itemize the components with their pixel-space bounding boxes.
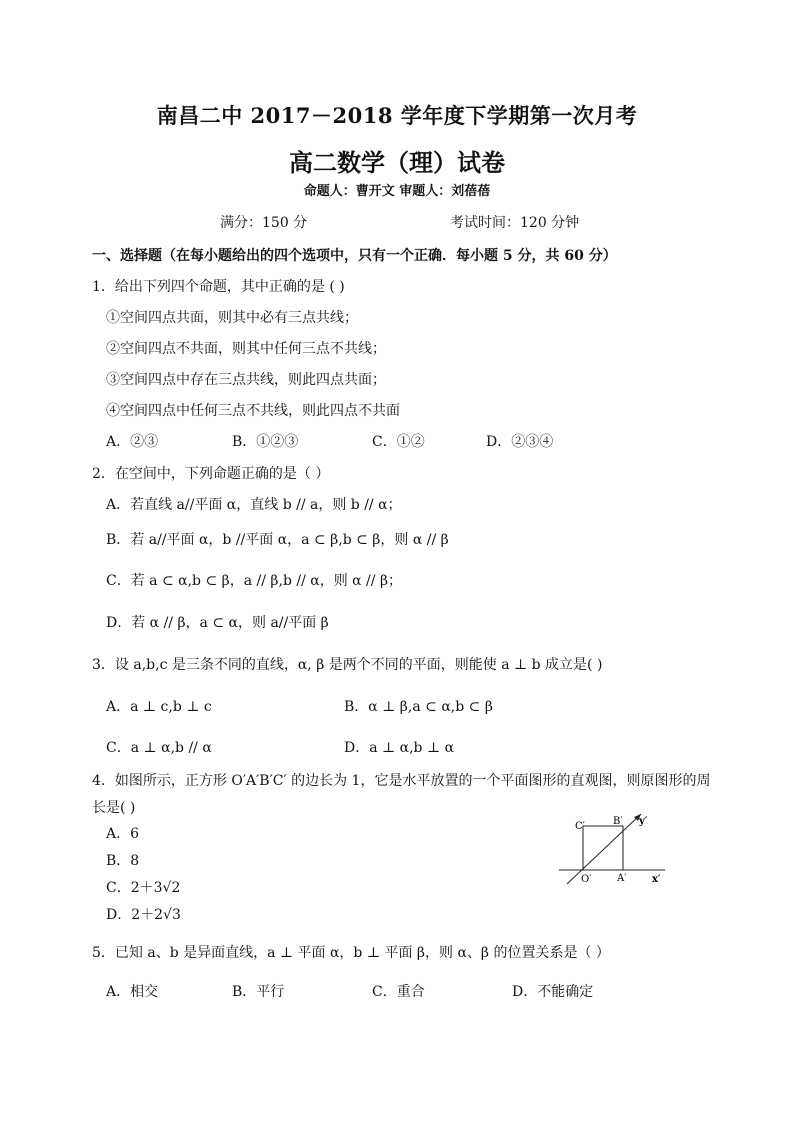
exam-title: 南昌二中 2017－2018 学年度下学期第一次月考 [156,103,638,128]
q1-statement-1: ①空间四点共面，则其中必有三点共线； [106,310,358,326]
q2-option-a: A．若直线 a//平面 α，直线 b // a，则 b // α； [106,497,402,513]
label-c-prime: C′ [575,821,585,832]
label-b-prime: B′ [613,816,623,827]
q1-option-c: C．①② [372,434,425,450]
q4-option-c: C．2＋3√2 [106,880,181,896]
q3-option-b: B．α ⊥ β,a ⊂ α,b ⊂ β [344,699,493,715]
q4-stem-line2: 长是( ) [92,800,136,816]
q4-stem-line1: 4．如图所示，正方形 O′A′B′C′ 的边长为 1，它是水平放置的一个平面图形的直观图，则原图形的周 [92,773,711,789]
exam-authors: 命题人：曹开文 审题人：刘蓓蓓 [303,184,491,199]
q5-option-c: C．重合 [372,984,425,1000]
exam-time: 考试时间：120 分钟 [450,215,580,231]
q2-option-c: C．若 a ⊂ α,b ⊂ β，a // β,b // α，则 α // β； [106,573,403,589]
label-a-prime: A′ [617,873,627,884]
full-score: 满分：150 分 [220,215,308,231]
q1-statement-4: ④空间四点中任何三点不共线，则此四点不共面 [106,403,400,419]
q3-option-c: C．a ⊥ α,b // α [106,740,212,756]
q3-option-d: D．a ⊥ α,b ⊥ α [344,740,455,756]
q4-figure [555,808,675,888]
q3-stem: 3．设 a,b,c 是三条不同的直线，α, β 是两个不同的平面，则能使 a ⊥ b 成立是( ) [92,657,603,673]
q3-option-a: A．a ⊥ c,b ⊥ c [106,699,212,715]
q4-option-d: D．2＋2√3 [106,907,181,923]
q2-stem: 2．在空间中，下列命题正确的是（ ） [92,466,330,482]
q5-stem: 5．已知 a、b 是异面直线，a ⊥ 平面 α，b ⊥ 平面 β，则 α、β 的位置关系是（ ） [92,945,610,961]
exam-subtitle: 高二数学（理）试卷 [289,148,505,177]
label-x-prime: x′ [652,874,661,885]
q5-option-a: A．相交 [106,984,159,1000]
q2-option-d: D．若 α // β，a ⊂ α，则 a//平面 β [106,615,329,631]
q1-statement-3: ③空间四点中存在三点共线，则此四点共面； [106,372,386,388]
q1-stem: 1．给出下列四个命题，其中正确的是 ( ) [92,279,345,295]
q1-option-d: D．②③④ [486,434,554,450]
q1-option-a: A．②③ [106,434,159,450]
q4-option-a: A．6 [106,826,140,842]
label-y-prime: y′ [639,816,648,827]
label-o-prime: O′ [581,874,592,885]
q5-option-d: D．不能确定 [512,984,594,1000]
q2-option-b: B．若 a//平面 α，b //平面 α，a ⊂ β,b ⊂ β，则 α // β [106,532,449,548]
q1-option-b: B．①②③ [232,434,299,450]
section-heading: 一、选择题（在每小题给出的四个选项中，只有一个正确．每小题 5 分，共 60 分） [92,248,617,264]
q5-option-b: B．平行 [232,984,285,1000]
q4-option-b: B．8 [106,853,140,869]
q1-statement-2: ②空间四点不共面，则其中任何三点不共线； [106,341,386,357]
